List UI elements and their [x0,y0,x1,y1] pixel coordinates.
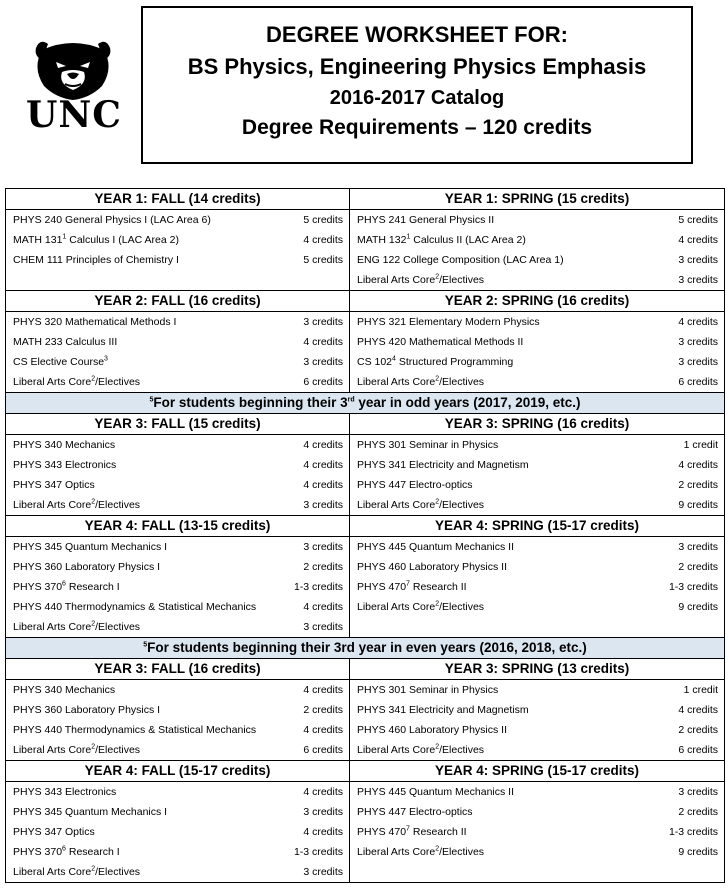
course-name: CHEM 111 Principles of Chemistry I [13,254,179,266]
course-row [350,802,724,822]
footnote-marker: 2 [435,845,440,853]
course-name-part: /Electives [439,846,485,858]
fall-term-courses [6,680,350,761]
course-row [350,822,724,842]
course-credits: 3 credits [678,274,718,286]
course-name [357,230,526,250]
course-name-part: Liberal Arts Core [13,866,92,878]
footnote-marker: 7 [406,580,410,588]
course-name: PHYS 340 Mechanics [13,439,116,451]
schedule-note [6,393,725,414]
course-credits: 3 credits [678,336,718,348]
course-name-part: PHYS 470 [357,826,407,838]
fall-term-header: YEAR 4: FALL (13-15 credits) [6,516,350,537]
course-name-part: MATH 131 [13,234,63,246]
course-name-part: /Electives [95,376,141,388]
course-row [6,680,349,700]
course-credits: 4 credits [678,704,718,716]
course-row [350,537,724,557]
course-credits: 4 credits [678,316,718,328]
course-credits: 4 credits [303,336,343,348]
course-credits: 4 credits [303,786,343,798]
course-name: PHYS 440 Thermodynamics & Statistical Mechanics [13,601,257,613]
course-name-part: /Electives [439,499,485,511]
footnote-marker: 2 [91,620,96,628]
footnote-marker: 2 [435,273,440,281]
course-credits: 9 credits [678,499,718,511]
course-name-part: Calculus II (LAC Area 2) [410,234,526,246]
course-row [6,332,349,352]
course-name: PHYS 347 Optics [13,479,95,491]
course-name [13,862,140,882]
course-row [6,782,349,802]
course-row [350,210,724,230]
course-name [13,577,120,597]
course-name: PHYS 321 Elementary Modern Physics [357,316,540,328]
course-row [6,495,349,515]
course-name-part: Liberal Arts Core [357,274,436,286]
course-row [350,455,724,475]
course-row [350,230,724,250]
course-credits: 6 credits [303,744,343,756]
fall-term-courses [6,537,350,638]
fall-term-header: YEAR 4: FALL (15-17 credits) [6,761,350,782]
course-credits: 3 credits [303,806,343,818]
footnote-marker: 6 [62,845,66,853]
course-row [350,577,724,597]
course-credits: 1-3 credits [293,846,343,858]
course-row [350,332,724,352]
course-name-part: CS Elective Course [13,356,105,368]
course-name-part: /Electives [95,744,141,756]
course-row [6,352,349,372]
note-text: year in odd years (2017, 2019, etc.) [354,395,581,410]
spring-term-courses [350,782,725,883]
footnote-marker: 2 [435,600,440,608]
course-credits: 1-3 credits [668,581,718,593]
course-credits: 4 credits [678,459,718,471]
logo-text: UNC [26,94,122,136]
footnote-marker: 6 [62,580,66,588]
course-name [357,352,513,372]
course-row [6,455,349,475]
fall-term-courses [6,210,350,291]
course-row [350,740,724,760]
course-credits: 3 credits [678,254,718,266]
course-credits: 6 credits [678,376,718,388]
course-name: PHYS 420 Mathematical Methods II [357,336,524,348]
course-name [357,372,484,392]
note-text: For students beginning their 3rd year in even years (2016, 2018, etc.) [147,640,587,655]
spring-term-header: YEAR 4: SPRING (15-17 credits) [350,516,725,537]
course-name [13,352,108,372]
course-name: PHYS 341 Electricity and Magnetism [357,704,529,716]
course-credits: 9 credits [678,846,718,858]
course-row [6,230,349,250]
title-line-4: Degree Requirements – 120 credits [241,116,593,139]
fall-term-header: YEAR 3: FALL (16 credits) [6,659,350,680]
note-text: For students beginning their 3 [153,395,348,410]
course-row [350,352,724,372]
course-name: PHYS 241 General Physics II [357,214,495,226]
course-name [357,495,484,515]
course-credits: 2 credits [678,724,718,736]
course-credits: 4 credits [303,724,343,736]
course-row [6,700,349,720]
course-credits: 5 credits [303,254,343,266]
course-name-part: MATH 132 [357,234,407,246]
course-credits: 3 credits [303,316,343,328]
course-name: PHYS 301 Seminar in Physics [357,684,499,696]
course-name [13,230,179,250]
course-name: ENG 122 College Composition (LAC Area 1) [357,254,564,266]
title-line-3: 2016-2017 Catalog [329,87,505,109]
course-row [350,435,724,455]
fall-term-header: YEAR 3: FALL (15 credits) [6,414,350,435]
course-credits: 3 credits [303,499,343,511]
course-row [350,475,724,495]
course-credits: 3 credits [678,356,718,368]
title-line-2: BS Physics, Engineering Physics Emphasis [187,54,647,79]
spring-term-header: YEAR 4: SPRING (15-17 credits) [350,761,725,782]
course-name: PHYS 360 Laboratory Physics I [13,704,161,716]
course-row [6,250,349,270]
course-row [350,372,724,392]
course-name-part: /Electives [95,621,141,633]
title-line-1: DEGREE WORKSHEET FOR: [266,22,568,47]
course-row [350,842,724,862]
course-name: PHYS 341 Electricity and Magnetism [357,459,529,471]
course-credits: 4 credits [303,439,343,451]
course-name-part: Liberal Arts Core [357,376,436,388]
course-name: PHYS 343 Electronics [13,786,117,798]
course-credits: 2 credits [678,479,718,491]
course-name-part: Liberal Arts Core [13,621,92,633]
course-row [6,862,349,882]
course-credits: 3 credits [303,621,343,633]
course-row [6,720,349,740]
course-name [13,842,120,862]
course-credits: 3 credits [678,786,718,798]
course-credits: 2 credits [303,704,343,716]
course-name-part: Research II [409,826,467,838]
course-row [6,617,349,637]
course-credits: 1 credit [683,684,718,696]
course-name [357,270,484,290]
footnote-marker: 2 [435,375,440,383]
spring-term-courses [350,435,725,516]
footnote-marker: 7 [406,825,410,833]
course-row [350,700,724,720]
course-credits: 1-3 credits [668,826,718,838]
footnote-marker: 2 [435,743,440,751]
course-name: PHYS 445 Quantum Mechanics II [357,541,514,553]
footnote-marker: 2 [91,375,96,383]
course-row [350,250,724,270]
course-credits: 5 credits [678,214,718,226]
course-row [6,822,349,842]
course-name [357,822,467,842]
course-row [6,842,349,862]
course-credits: 6 credits [303,376,343,388]
course-credits: 1 credit [683,439,718,451]
course-name: PHYS 340 Mechanics [13,684,116,696]
course-credits: 2 credits [678,806,718,818]
course-name-part: /Electives [439,376,485,388]
spring-term-courses [350,537,725,638]
course-credits: 4 credits [303,234,343,246]
course-name-part: /Electives [439,274,485,286]
course-name: PHYS 447 Electro-optics [357,479,473,491]
course-credits: 3 credits [303,356,343,368]
course-name: PHYS 240 General Physics I (LAC Area 6) [13,214,211,226]
course-row [350,597,724,617]
course-name [13,740,140,760]
course-name: PHYS 460 Laboratory Physics II [357,724,507,736]
degree-worksheet-table [5,188,725,883]
course-name-part: Research I [65,581,120,593]
fall-term-courses [6,435,350,516]
spring-term-header: YEAR 2: SPRING (16 credits) [350,291,725,312]
course-name: PHYS 343 Electronics [13,459,117,471]
course-name-part: /Electives [95,866,141,878]
course-name: PHYS 440 Thermodynamics & Statistical Mechanics [13,724,257,736]
course-row [350,720,724,740]
course-row [350,495,724,515]
course-credits: 4 credits [303,826,343,838]
fall-term-courses [6,312,350,393]
spring-term-header: YEAR 3: SPRING (16 credits) [350,414,725,435]
course-row [350,782,724,802]
course-name: PHYS 347 Optics [13,826,95,838]
course-name-part: Liberal Arts Core [13,744,92,756]
course-name [357,597,484,617]
spring-term-header: YEAR 3: SPRING (13 credits) [350,659,725,680]
course-credits: 5 credits [303,214,343,226]
footnote-marker: 4 [392,355,396,363]
course-name-part: /Electives [95,499,141,511]
course-name-part: /Electives [439,601,485,613]
course-name: PHYS 345 Quantum Mechanics I [13,541,168,553]
worksheet-title-box [141,6,693,164]
course-name [13,372,140,392]
course-name: PHYS 345 Quantum Mechanics I [13,806,168,818]
footnote-marker: 2 [91,743,96,751]
course-name-part: Structured Programming [395,356,514,368]
course-row [6,802,349,822]
course-credits: 3 credits [303,541,343,553]
footnote-marker: 5 [149,396,154,404]
course-name: PHYS 320 Mathematical Methods I [13,316,177,328]
course-name-part: Liberal Arts Core [357,846,436,858]
course-name-part: Calculus I (LAC Area 2) [66,234,179,246]
unc-bear-logo [18,38,128,138]
course-credits: 1-3 credits [293,581,343,593]
course-row [350,680,724,700]
footnote-marker: 2 [91,865,96,873]
ordinal-suffix: rd [347,396,355,404]
course-name: MATH 233 Calculus III [13,336,118,348]
course-name [357,842,484,862]
fall-term-header: YEAR 1: FALL (14 credits) [6,189,350,210]
course-credits: 3 credits [303,866,343,878]
spring-term-header: YEAR 1: SPRING (15 credits) [350,189,725,210]
course-name: PHYS 460 Laboratory Physics II [357,561,507,573]
course-credits: 9 credits [678,601,718,613]
course-row [6,740,349,760]
course-credits: 4 credits [678,234,718,246]
course-name-part: PHYS 470 [357,581,407,593]
course-name [13,617,140,637]
course-name [357,740,484,760]
course-name [357,577,467,597]
footnote-marker: 5 [143,641,148,649]
footnote-marker: 2 [435,498,440,506]
course-name-part: Liberal Arts Core [357,601,436,613]
course-name: PHYS 301 Seminar in Physics [357,439,499,451]
spring-term-courses [350,312,725,393]
course-name-part: Research I [65,846,120,858]
course-row [6,435,349,455]
course-name [13,495,140,515]
course-row [6,557,349,577]
course-name-part: Research II [409,581,467,593]
course-name-part: Liberal Arts Core [357,744,436,756]
course-row [6,372,349,392]
course-row [350,312,724,332]
spring-term-courses [350,680,725,761]
course-row [6,210,349,230]
course-name: PHYS 445 Quantum Mechanics II [357,786,514,798]
course-name-part: Liberal Arts Core [13,376,92,388]
course-name-part: Liberal Arts Core [13,499,92,511]
course-name-part: CS 102 [357,356,393,368]
spring-term-courses [350,210,725,291]
footnote-marker: 3 [104,355,108,363]
course-row [6,597,349,617]
course-credits: 3 credits [678,541,718,553]
fall-term-header: YEAR 2: FALL (16 credits) [6,291,350,312]
course-row [350,557,724,577]
course-row [6,537,349,557]
course-name: PHYS 360 Laboratory Physics I [13,561,161,573]
footnote-marker: 1 [406,233,411,241]
course-row [6,475,349,495]
course-credits: 2 credits [303,561,343,573]
schedule-note [6,638,725,659]
course-name: PHYS 447 Electro-optics [357,806,473,818]
course-name-part: Liberal Arts Core [357,499,436,511]
course-row [6,577,349,597]
course-credits: 4 credits [303,601,343,613]
course-name-part: PHYS 370 [13,846,63,858]
course-row [350,270,724,290]
course-row [6,312,349,332]
course-name-part: PHYS 370 [13,581,63,593]
course-credits: 6 credits [678,744,718,756]
course-credits: 2 credits [678,561,718,573]
footnote-marker: 2 [91,498,96,506]
footnote-marker: 1 [62,233,67,241]
course-credits: 4 credits [303,459,343,471]
fall-term-courses [6,782,350,883]
course-credits: 4 credits [303,684,343,696]
course-credits: 4 credits [303,479,343,491]
course-name-part: /Electives [439,744,485,756]
